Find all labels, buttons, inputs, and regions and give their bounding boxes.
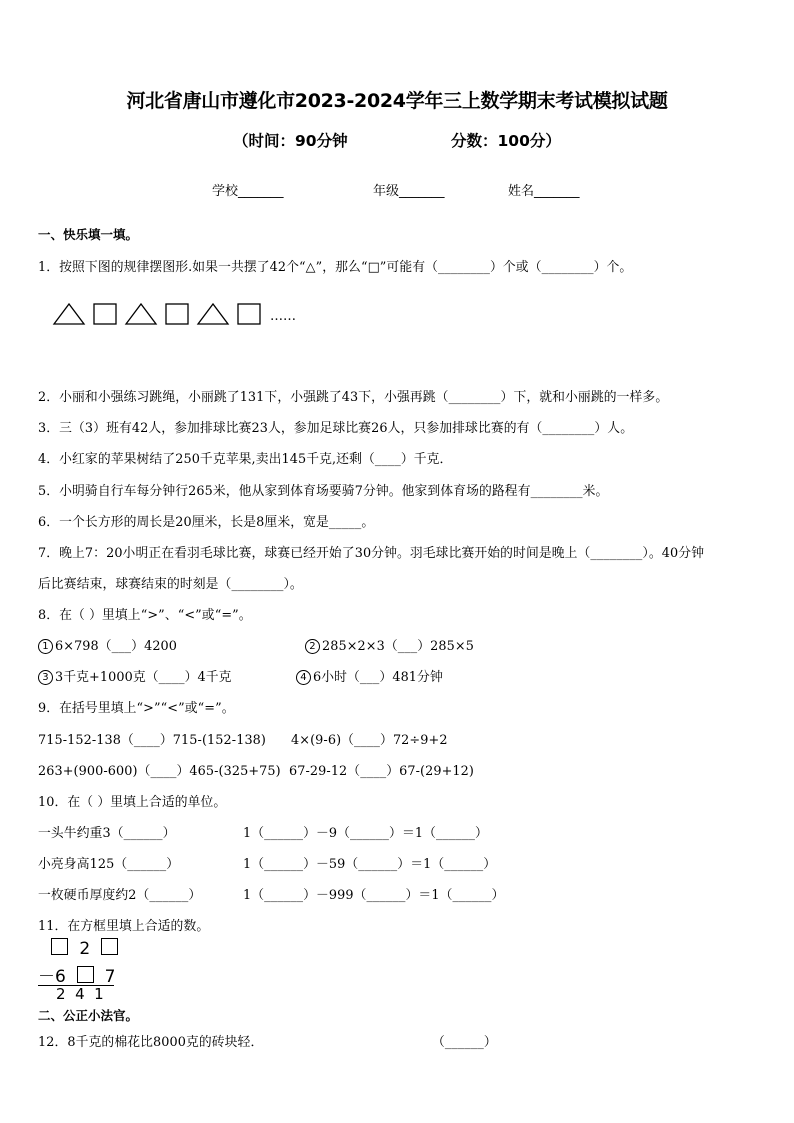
q10-row-1-left: 一头牛约重3（______） [38, 826, 176, 841]
question-2: 2．小丽和小强练习跳绳，小丽跳了131下，小强跳了43下，小强再跳（________）下，就和小丽跳的一样多。 [38, 390, 669, 405]
subtraction-result: 2 4 1 [56, 985, 104, 1003]
triangle-icon [52, 302, 86, 326]
q10-row-1-right: 1（______）－9（______）＝1（______） [243, 826, 488, 841]
time-limit: （时间：90分钟 [233, 132, 348, 150]
triangle-icon [124, 302, 158, 326]
q9-item-2: 4×(9-6)（____）72÷9+2 [291, 733, 448, 748]
q8-item-2: 2 285×2×3（___）285×5 [305, 635, 474, 654]
blank-box[interactable] [51, 938, 68, 955]
question-7-line1: 7．晚上7：20小明正在看羽毛球比赛，球赛已经开始了30分钟。羽毛球比赛开始的时间是晚上（________）。40分钟 [38, 546, 705, 561]
q10-row-2-right: 1（______）－59（______）＝1（______） [243, 857, 497, 872]
circled-number: 4 [296, 670, 311, 685]
grade-field[interactable]: 年级_______ [373, 184, 445, 199]
blank-box[interactable] [101, 938, 118, 955]
square-icon [236, 302, 262, 326]
shape-pattern [52, 302, 296, 326]
question-3: 3．三（3）班有42人，参加排球比赛23人，参加足球比赛26人，只参加排球比赛的有（________）人。 [38, 421, 634, 436]
question-10: 10．在（ ）里填上合适的单位。 [38, 795, 227, 810]
question-9: 9．在括号里填上“>”“<”或“=”。 [38, 701, 235, 716]
square-icon [164, 302, 190, 326]
q9-item-1: 715-152-138（____）715-(152-138) [38, 733, 267, 748]
q8-item-4: 4 6小时（___）481分钟 [296, 666, 443, 685]
question-12: 12．8千克的棉花比8000克的砖块轻． [38, 1035, 264, 1050]
q10-row-2-left: 小亮身高125（______） [38, 857, 180, 872]
page-title: 河北省唐山市遵化市2023-2024学年三上数学期末考试模拟试题 [126, 90, 668, 112]
square-icon [92, 302, 118, 326]
question-8: 8．在（ ）里填上“>”、“<”或“=”。 [38, 608, 252, 623]
circled-number: 1 [38, 639, 53, 654]
ellipsis: …… [270, 308, 296, 324]
section-heading: 一、快乐填一填。 [38, 227, 139, 242]
subtraction-middle-row: －6 7 [38, 967, 116, 987]
question-4: 4．小红家的苹果树结了250千克苹果,卖出145千克,还剩（____）千克． [38, 452, 453, 467]
section-heading: 二、公正小法官。 [38, 1008, 139, 1023]
answer-blank[interactable]: （______） [432, 1035, 497, 1050]
q9-item-4: 67-29-12（____）67-(29+12) [289, 764, 474, 779]
name-field[interactable]: 姓名_______ [508, 184, 580, 199]
question-5: 5．小明骑自行车每分钟行265米，他从家到体育场要骑7分钟。他家到体育场的路程有________米。 [38, 484, 609, 499]
question-1: 1．按照下图的规律摆图形.如果一共摆了42个“△”，那么“□”可能有（________）个或（________）个。 [38, 260, 633, 275]
q8-item-3: 3 3千克+1000克（____）4千克 [38, 666, 232, 685]
q10-row-3-right: 1（______）－999（______）＝1（______） [243, 888, 505, 903]
question-6: 6．一个长方形的周长是20厘米，长是8厘米，宽是_____。 [38, 515, 375, 530]
q8-item-1: 1 6×798（___）4200 [38, 635, 177, 654]
school-field[interactable]: 学校_______ [212, 184, 284, 199]
q9-item-3: 263+(900-600)（____）465-(325+75) [38, 764, 281, 779]
blank-box[interactable] [77, 966, 94, 983]
subtraction-top-row: 2 [51, 938, 118, 959]
question-11: 11．在方框里填上合适的数。 [38, 919, 210, 934]
triangle-icon [196, 302, 230, 326]
circled-number: 2 [305, 639, 320, 654]
q10-row-3-left: 一枚硬币厚度约2（______） [38, 888, 202, 903]
circled-number: 3 [38, 670, 53, 685]
question-7-line2: 后比赛结束，球赛结束的时刻是（________）。 [38, 577, 303, 592]
total-score: 分数：100分） [451, 132, 561, 150]
